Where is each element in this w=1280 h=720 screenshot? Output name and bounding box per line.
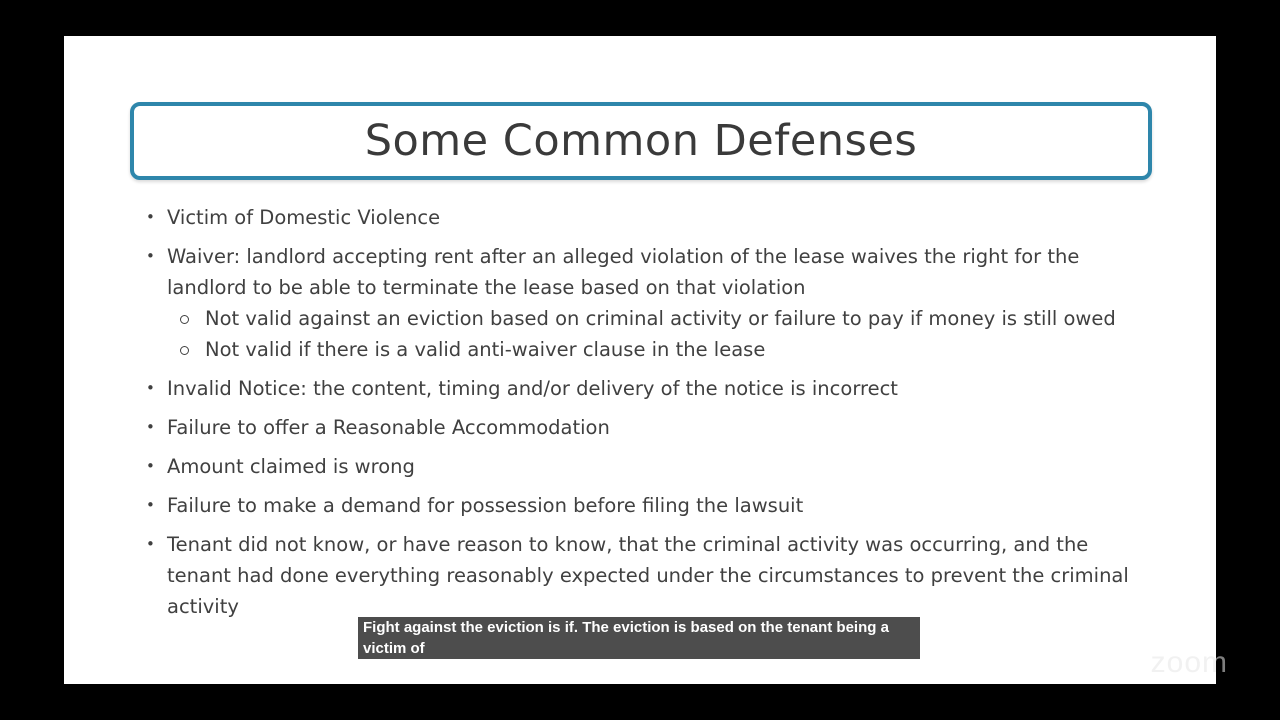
bullet-text: Tenant did not know, or have reason to know, that the criminal activity was occurring, and the tenant had done everything reasonably expected under the circumstances to prevent the criminal activity	[167, 533, 1129, 618]
sub-list	[167, 303, 1144, 365]
bullet-icon: •	[146, 418, 155, 436]
title-box	[130, 102, 1152, 180]
list-item	[144, 529, 1144, 622]
hollow-bullet-icon	[180, 315, 189, 324]
bullet-icon: •	[146, 247, 155, 265]
bullet-list	[144, 202, 1144, 630]
presentation-slide	[64, 36, 1216, 684]
bullet-text: Waiver: landlord accepting rent after an alleged violation of the lease waives the right for the landlord to be able to terminate the lease based on that violation	[167, 245, 1080, 299]
list-item	[144, 202, 1144, 233]
bullet-text: Failure to offer a Reasonable Accommodation	[167, 416, 610, 439]
bullet-text: Failure to make a demand for possession before filing the lawsuit	[167, 494, 804, 517]
bullet-icon: •	[146, 208, 155, 226]
bullet-icon: •	[146, 496, 155, 514]
zoom-watermark-logo: zoom	[1150, 646, 1228, 679]
list-item	[144, 241, 1144, 365]
bullet-icon: •	[146, 535, 155, 553]
sub-list-item	[144, 303, 1144, 334]
sub-bullet-text: Not valid against an eviction based on criminal activity or failure to pay if money is still owed	[205, 307, 1116, 330]
bullet-icon: •	[146, 379, 155, 397]
sub-bullet-text: Not valid if there is a valid anti-waiver clause in the lease	[205, 338, 766, 361]
bullet-text: Amount claimed is wrong	[167, 455, 415, 478]
list-item	[144, 490, 1144, 521]
list-item	[144, 451, 1144, 482]
closed-caption	[358, 617, 920, 659]
hollow-bullet-icon	[180, 346, 189, 355]
sub-list-item	[144, 334, 1144, 365]
caption-text: Fight against the eviction is if. The eviction is based on the tenant being a victim of	[363, 619, 889, 657]
slide-title: Some Common Defenses	[364, 116, 918, 166]
list-item	[144, 373, 1144, 404]
list-item	[144, 412, 1144, 443]
bullet-text: Invalid Notice: the content, timing and/or delivery of the notice is incorrect	[167, 377, 898, 400]
bullet-text: Victim of Domestic Violence	[167, 206, 441, 229]
bullet-icon: •	[146, 457, 155, 475]
